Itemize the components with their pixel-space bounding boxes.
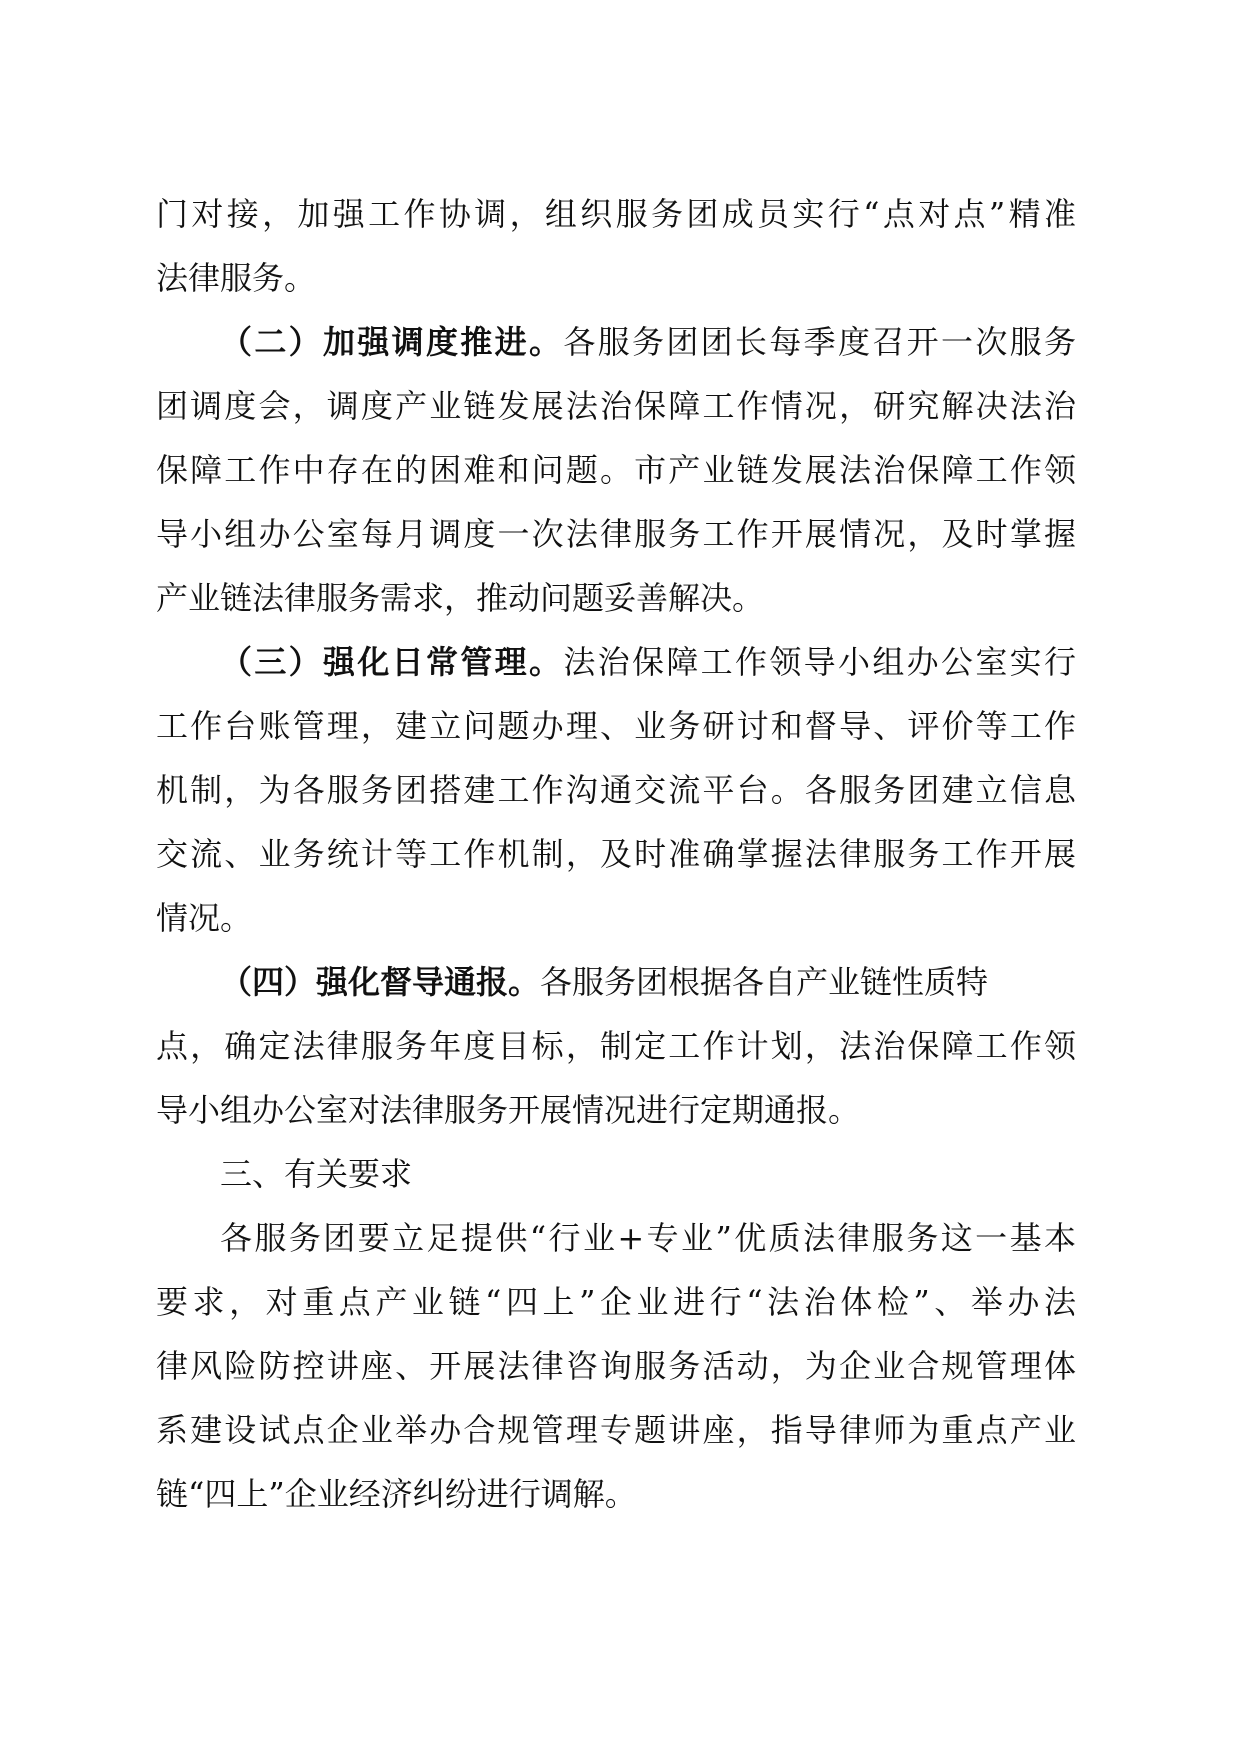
paragraph-text: 法治保障工作领导小组办公室实行 — [563, 643, 1076, 681]
paragraph-first-line: 各服务团要立足提供“行业+专业”优质法律服务这一基本 — [220, 1219, 1076, 1257]
paragraph-first-line — [220, 310, 1076, 374]
paragraph-line: 链“四上”企业经济纠纷进行调解。 — [156, 1475, 637, 1513]
paragraph-lead-heading: （三）强化日常管理。 — [220, 643, 564, 681]
paragraph-first-line — [220, 630, 1076, 694]
paragraph-line: 导小组办公室对法律服务开展情况进行定期通报。 — [156, 1091, 861, 1129]
paragraph-line: 要求，对重点产业链“四上”企业进行“法治体检”、举办法 — [156, 1283, 1076, 1321]
paragraph-line: 导小组办公室每月调度一次法律服务工作开展情况，及时掌握 — [156, 515, 1076, 553]
paragraph-first-line — [220, 950, 1030, 1014]
paragraph-text: 各服务团团长每季度召开一次服务 — [563, 323, 1076, 361]
paragraph-lead-heading: （四）强化督导通报。 — [220, 963, 541, 1001]
paragraph-line: 产业链法律服务需求，推动问题妥善解决。 — [156, 579, 765, 617]
paragraph-line: 门对接，加强工作协调，组织服务团成员实行“点对点”精准 — [156, 195, 1076, 233]
paragraph-line: 律风险防控讲座、开展法律咨询服务活动，为企业合规管理体 — [156, 1347, 1076, 1385]
paragraph-line: 保障工作中存在的困难和问题。市产业链发展法治保障工作领 — [156, 451, 1076, 489]
paragraph-line: 法律服务。 — [156, 259, 317, 297]
paragraph-line: 系建设试点企业举办合规管理专题讲座，指导律师为重点产业 — [156, 1411, 1076, 1449]
paragraph-line: 工作台账管理，建立问题办理、业务研讨和督导、评价等工作 — [156, 707, 1076, 745]
paragraph-line: 点，确定法律服务年度目标，制定工作计划，法治保障工作领 — [156, 1027, 1076, 1065]
paragraph-line: 机制，为各服务团搭建工作沟通交流平台。各服务团建立信息 — [156, 771, 1076, 809]
paragraph-line: 团调度会，调度产业链发展法治保障工作情况，研究解决法治 — [156, 387, 1076, 425]
paragraph-line: 情况。 — [156, 899, 253, 937]
section-heading: 三、有关要求 — [220, 1155, 413, 1193]
paragraph-text: 各服务团根据各自产业链性质特 — [540, 963, 989, 1001]
paragraph-lead-heading: （二）加强调度推进。 — [220, 323, 564, 361]
paragraph-line: 交流、业务统计等工作机制，及时准确掌握法律服务工作开展 — [156, 835, 1076, 873]
